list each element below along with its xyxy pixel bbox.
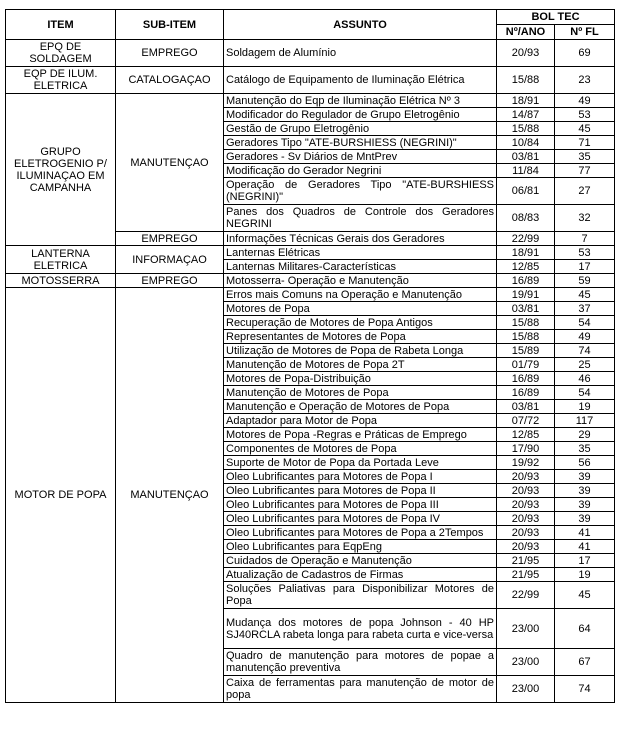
no-fl-cell: 27 [555,178,615,205]
assunto-cell: Modificador do Regulador de Grupo Eletrogênio [224,108,497,122]
item-cell: EPQ DE SOLDAGEM [6,40,116,67]
no-ano-cell: 15/88 [497,67,555,94]
no-ano-cell: 20/93 [497,526,555,540]
no-fl-cell: 49 [555,94,615,108]
no-ano-cell: 07/72 [497,414,555,428]
assunto-cell: Motores de Popa-Distribuição [224,372,497,386]
assunto-cell: Lanternas Elétricas [224,246,497,260]
no-ano-cell: 11/84 [497,164,555,178]
no-fl-cell: 117 [555,414,615,428]
header-item: ITEM [6,10,116,40]
assunto-cell: Componentes de Motores de Popa [224,442,497,456]
no-ano-cell: 23/00 [497,649,555,676]
no-ano-cell: 03/81 [497,400,555,414]
no-ano-cell: 03/81 [497,150,555,164]
header-subitem: SUB-ITEM [116,10,224,40]
assunto-cell: Geradores - Sv Diários de MntPrev [224,150,497,164]
table-row [6,67,615,94]
item-cell: MOTOR DE POPA [6,288,116,703]
no-fl-cell: 53 [555,108,615,122]
assunto-cell: Geradores Tipo "ATE-BURSHIESS (NEGRINI)" [224,136,497,150]
no-ano-cell: 12/85 [497,260,555,274]
assunto-cell: Oleo Lubrificantes para Motores de Popa I [224,470,497,484]
table-row [6,40,615,67]
no-fl-cell: 49 [555,330,615,344]
no-fl-cell: 64 [555,609,615,649]
table-body [6,40,615,703]
subitem-cell: MANUTENÇAO [116,94,224,232]
table-row [6,274,615,288]
no-fl-cell: 29 [555,428,615,442]
assunto-cell: Caixa de ferramentas para manutenção de motor de popa [224,676,497,703]
item-cell: MOTOSSERRA [6,274,116,288]
no-ano-cell: 14/87 [497,108,555,122]
no-fl-cell: 39 [555,512,615,526]
assunto-cell: Informações Técnicas Gerais dos Geradores [224,232,497,246]
no-fl-cell: 71 [555,136,615,150]
item-cell: LANTERNA ELETRICA [6,246,116,274]
no-fl-cell: 19 [555,400,615,414]
no-fl-cell: 53 [555,246,615,260]
no-ano-cell: 20/93 [497,484,555,498]
assunto-cell: Panes dos Quadros de Controle dos Geradores NEGRINI [224,205,497,232]
no-ano-cell: 21/95 [497,568,555,582]
assunto-cell: Suporte de Motor de Popa da Portada Leve [224,456,497,470]
no-fl-cell: 17 [555,260,615,274]
no-fl-cell: 41 [555,540,615,554]
no-ano-cell: 15/89 [497,344,555,358]
no-ano-cell: 15/88 [497,316,555,330]
no-ano-cell: 15/88 [497,330,555,344]
no-fl-cell: 45 [555,122,615,136]
table-row [6,246,615,260]
no-fl-cell: 35 [555,442,615,456]
no-ano-cell: 16/89 [497,386,555,400]
no-fl-cell: 54 [555,386,615,400]
no-ano-cell: 17/90 [497,442,555,456]
no-ano-cell: 18/91 [497,94,555,108]
no-ano-cell: 12/85 [497,428,555,442]
no-ano-cell: 20/93 [497,470,555,484]
assunto-cell: Manutenção do Eqp de Iluminação Elétrica Nº 3 [224,94,497,108]
table-row [6,94,615,108]
assunto-cell: Oleo Lubrificantes para Motores de Popa a 2Tempos [224,526,497,540]
no-ano-cell: 20/93 [497,498,555,512]
no-fl-cell: 77 [555,164,615,178]
assunto-cell: Representantes de Motores de Popa [224,330,497,344]
no-fl-cell: 19 [555,568,615,582]
assunto-cell: Cuidados de Operação e Manutenção [224,554,497,568]
no-ano-cell: 06/81 [497,178,555,205]
no-fl-cell: 39 [555,484,615,498]
no-ano-cell: 16/89 [497,372,555,386]
assunto-cell: Manutenção de Motores de Popa 2T [224,358,497,372]
header-no-fl: Nº FL [555,25,615,40]
assunto-cell: Manutenção e Operação de Motores de Popa [224,400,497,414]
subitem-cell: CATALOGAÇAO [116,67,224,94]
assunto-cell: Soldagem de Alumínio [224,40,497,67]
assunto-cell: Lanternas Militares-Características [224,260,497,274]
no-fl-cell: 74 [555,676,615,703]
assunto-cell: Quadro de manutenção para motores de popae a manutenção preventiva [224,649,497,676]
no-ano-cell: 21/95 [497,554,555,568]
subitem-cell: MANUTENÇAO [116,288,224,703]
no-ano-cell: 19/92 [497,456,555,470]
no-fl-cell: 39 [555,470,615,484]
item-cell: GRUPO ELETROGENIO P/ ILUMINAÇAO EM CAMPANHA [6,94,116,246]
assunto-cell: Oleo Lubrificantes para Motores de Popa II [224,484,497,498]
assunto-cell: Operação de Geradores Tipo "ATE-BURSHIESS (NEGRINI)" [224,178,497,205]
no-fl-cell: 35 [555,150,615,164]
no-fl-cell: 45 [555,582,615,609]
assunto-cell: Catálogo de Equipamento de Iluminação Elétrica [224,67,497,94]
assunto-cell: Mudança dos motores de popa Johnson - 40 HP SJ40RCLA rabeta longa para rabeta curta e vice-versa [224,609,497,649]
no-ano-cell: 08/83 [497,205,555,232]
header-no-ano: Nº/ANO [497,25,555,40]
no-ano-cell: 18/91 [497,246,555,260]
no-ano-cell: 20/93 [497,540,555,554]
no-ano-cell: 20/93 [497,512,555,526]
no-fl-cell: 39 [555,498,615,512]
bol-tec-index-table [5,9,615,703]
no-fl-cell: 7 [555,232,615,246]
no-ano-cell: 22/99 [497,582,555,609]
no-fl-cell: 59 [555,274,615,288]
no-ano-cell: 03/81 [497,302,555,316]
no-ano-cell: 23/00 [497,609,555,649]
item-cell: EQP DE ILUM. ELETRICA [6,67,116,94]
subitem-cell: EMPREGO [116,40,224,67]
assunto-cell: Motores de Popa -Regras e Práticas de Emprego [224,428,497,442]
no-fl-cell: 54 [555,316,615,330]
no-fl-cell: 56 [555,456,615,470]
header-bol-tec: BOL TEC [497,10,615,25]
no-ano-cell: 23/00 [497,676,555,703]
no-ano-cell: 19/91 [497,288,555,302]
no-ano-cell: 01/79 [497,358,555,372]
no-fl-cell: 17 [555,554,615,568]
assunto-cell: Gestão de Grupo Eletrogênio [224,122,497,136]
no-fl-cell: 41 [555,526,615,540]
no-fl-cell: 25 [555,358,615,372]
no-fl-cell: 69 [555,40,615,67]
assunto-cell: Atualização de Cadastros de Firmas [224,568,497,582]
no-fl-cell: 37 [555,302,615,316]
no-fl-cell: 32 [555,205,615,232]
no-ano-cell: 16/89 [497,274,555,288]
subitem-cell: INFORMAÇAO [116,246,224,274]
assunto-cell: Utilização de Motores de Popa de Rabeta Longa [224,344,497,358]
no-ano-cell: 20/93 [497,40,555,67]
subitem-cell: EMPREGO [116,232,224,246]
assunto-cell: Oleo Lubrificantes para Motores de Popa IV [224,512,497,526]
no-ano-cell: 10/84 [497,136,555,150]
subitem-cell: EMPREGO [116,274,224,288]
assunto-cell: Adaptador para Motor de Popa [224,414,497,428]
no-fl-cell: 45 [555,288,615,302]
assunto-cell: Soluções Paliativas para Disponibilizar Motores de Popa [224,582,497,609]
no-fl-cell: 74 [555,344,615,358]
assunto-cell: Oleo Lubrificantes para Motores de Popa III [224,498,497,512]
assunto-cell: Motores de Popa [224,302,497,316]
no-fl-cell: 23 [555,67,615,94]
no-fl-cell: 67 [555,649,615,676]
header-assunto: ASSUNTO [224,10,497,40]
assunto-cell: Modificação do Gerador Negrini [224,164,497,178]
no-ano-cell: 15/88 [497,122,555,136]
assunto-cell: Manutenção de Motores de Popa [224,386,497,400]
no-fl-cell: 46 [555,372,615,386]
assunto-cell: Oleo Lubrificantes para EqpEng [224,540,497,554]
assunto-cell: Motosserra- Operação e Manutenção [224,274,497,288]
assunto-cell: Recuperação de Motores de Popa Antigos [224,316,497,330]
assunto-cell: Erros mais Comuns na Operação e Manutenção [224,288,497,302]
table-row [6,288,615,302]
no-ano-cell: 22/99 [497,232,555,246]
